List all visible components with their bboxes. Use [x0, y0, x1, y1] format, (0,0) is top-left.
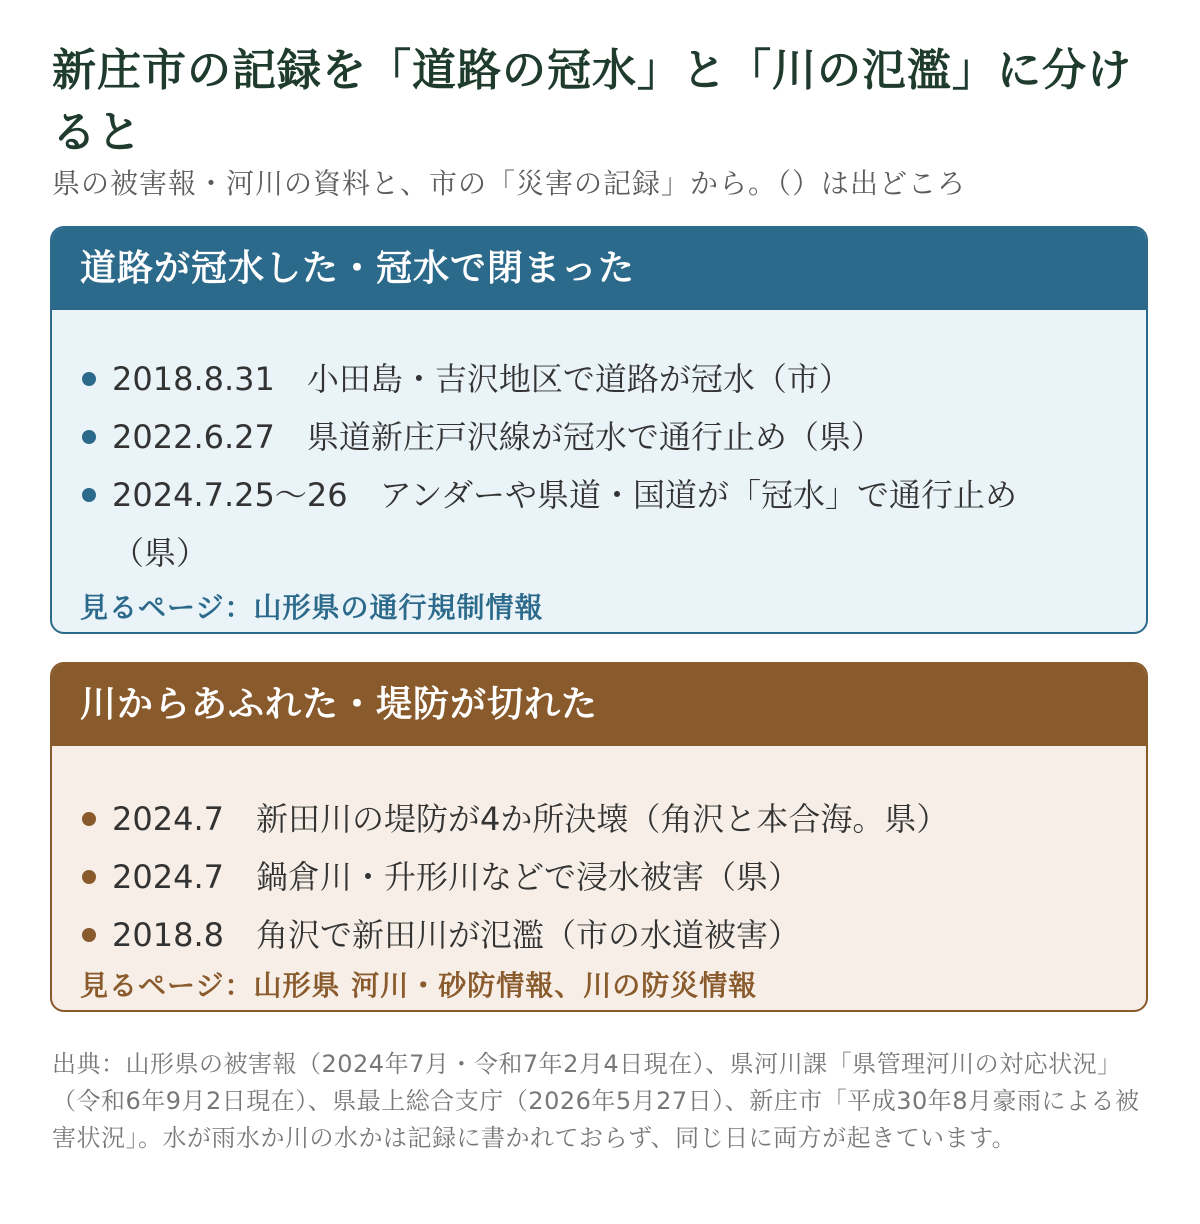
record-date: 2018.8.31: [112, 360, 275, 398]
road-flooding-card: [50, 226, 1148, 634]
record-date: 2022.6.27: [112, 418, 275, 456]
road-see-page-link[interactable]: 見るページ：山形県の通行規制情報: [80, 591, 544, 624]
river-flooding-card: [50, 662, 1148, 1012]
page-title: 新庄市の記録を「道路の冠水」と「川の氾濫」に分けると: [52, 45, 1132, 158]
page-subtitle: 県の被害報・河川の資料と、市の「災害の記録」から。（）は出どころ: [52, 167, 967, 200]
record-date: 2018.8: [112, 916, 224, 954]
record-text: 県道新庄戸沢線が冠水で通行止め（県）: [306, 418, 883, 456]
bullet-dot-icon: [82, 372, 96, 386]
river-card-heading: 川からあふれた・堤防が切れた: [52, 664, 1146, 746]
road-record-list: [52, 310, 1146, 582]
record-text: 角沢で新田川が氾濫（市の水道被害）: [255, 916, 800, 954]
list-item: [52, 906, 1146, 964]
river-see-page-link[interactable]: 見るページ：山形県 河川・砂防情報、川の防災情報: [80, 969, 758, 1002]
bullet-dot-icon: [82, 928, 96, 942]
bullet-dot-icon: [82, 430, 96, 444]
source-note: 出典：山形県の被害報（2024年7月・令和7年2月4日現在）、県河川課「県管理河川の対応状況」（令和6年9月2日現在）、県最上総合支庁（2026年5月27日）、新庄市「平成30年8月豪雨による被害状況」。水が雨水か川の水かは記録に書かれておらず、同じ日に両方が起きています。: [52, 1050, 1140, 1152]
bullet-dot-icon: [82, 870, 96, 884]
river-record-list: [52, 746, 1146, 964]
list-item: [52, 408, 1146, 466]
list-item: [52, 466, 1146, 582]
list-item: [52, 848, 1146, 906]
record-text: アンダーや県道・国道が「冠水」で通行止め（県）: [112, 476, 1018, 572]
record-text: 小田島・吉沢地区で道路が冠水（市）: [306, 360, 851, 398]
record-date: 2024.7.25〜26: [112, 476, 348, 514]
bullet-dot-icon: [82, 488, 96, 502]
record-text: 鍋倉川・升形川などで浸水被害（県）: [255, 858, 800, 896]
record-date: 2024.7: [112, 858, 224, 896]
list-item: [52, 790, 1146, 848]
record-date: 2024.7: [112, 800, 224, 838]
bullet-dot-icon: [82, 812, 96, 826]
road-card-heading: 道路が冠水した・冠水で閉まった: [52, 228, 1146, 310]
list-item: [52, 350, 1146, 408]
record-text: 新田川の堤防が4か所決壊（角沢と本合海。県）: [255, 800, 949, 838]
